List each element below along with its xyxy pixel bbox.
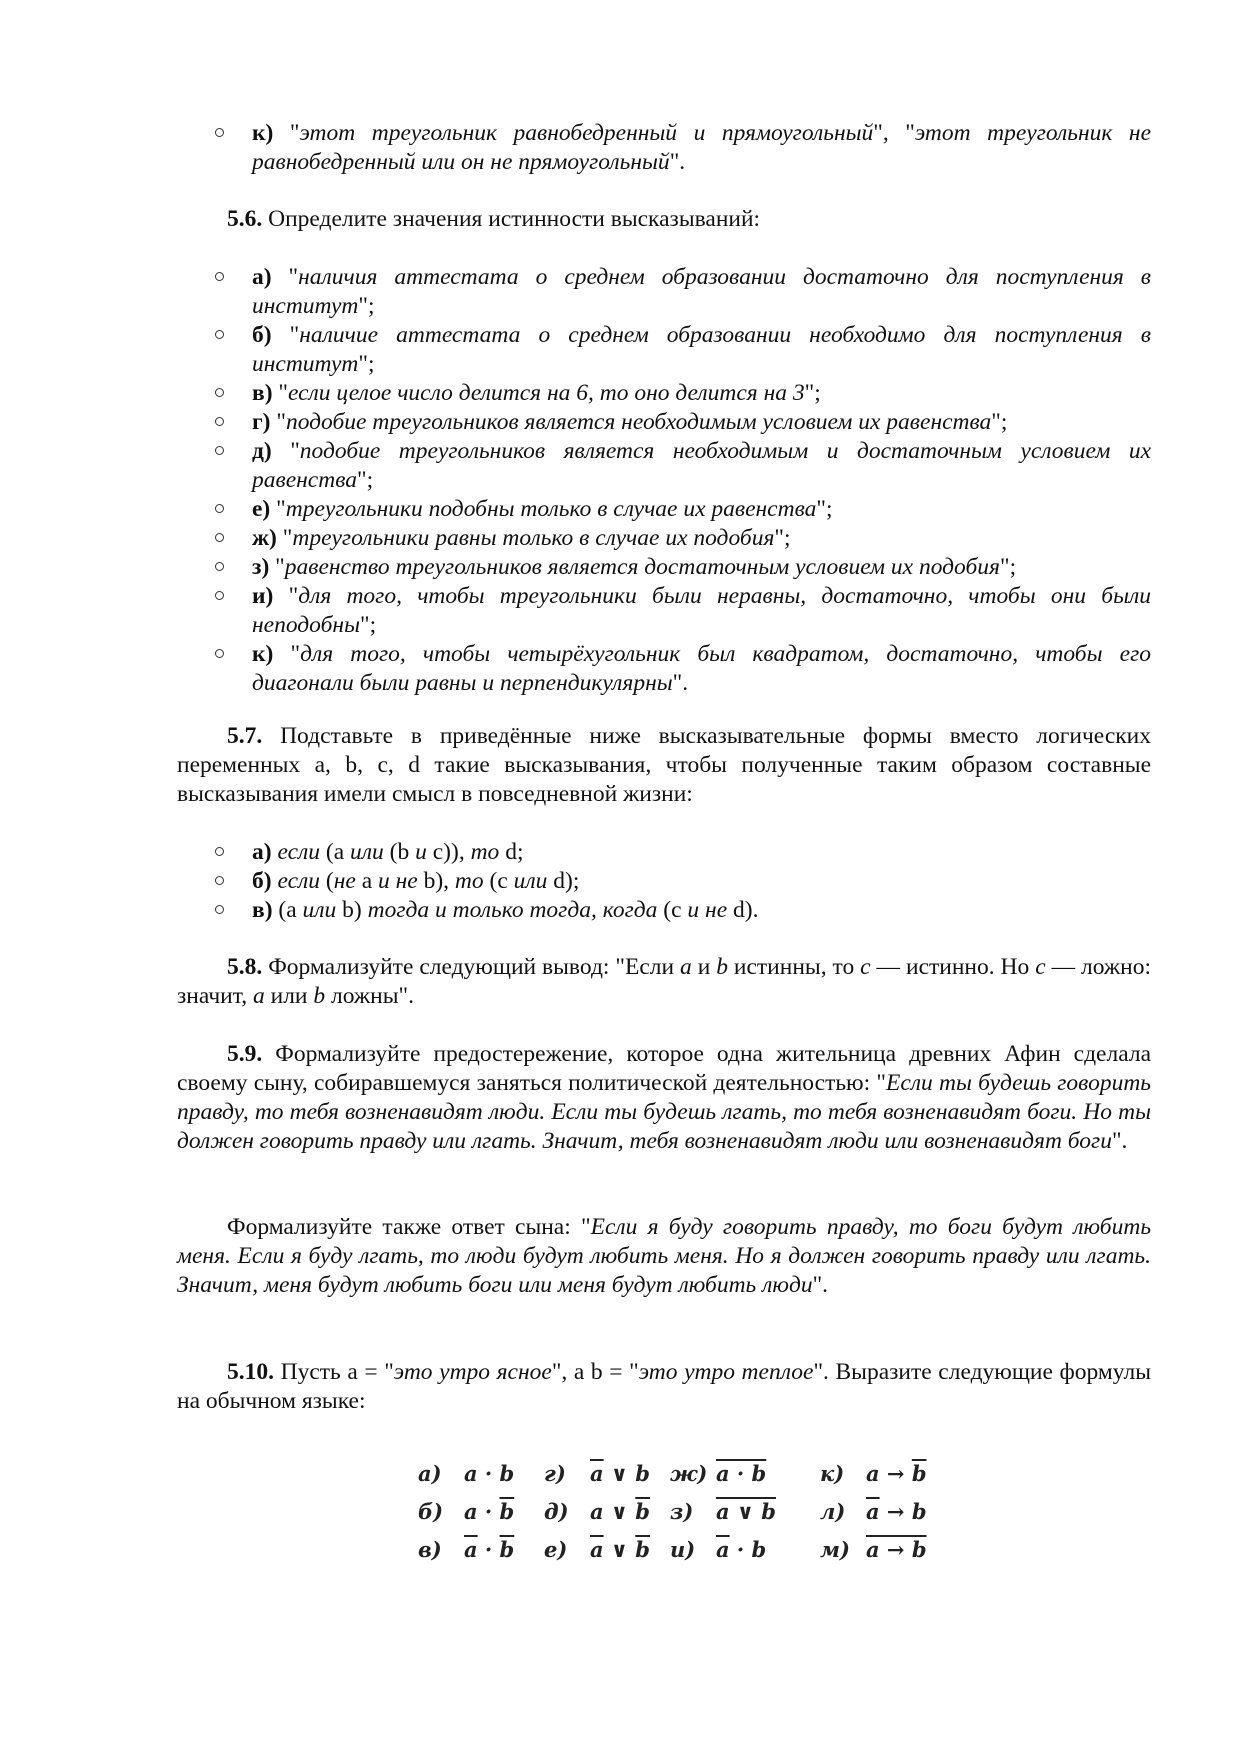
exercise-5-7-intro bbox=[177, 722, 1151, 809]
list-item bbox=[215, 321, 1151, 379]
item-label: и) bbox=[252, 583, 274, 609]
circle-bullet-icon bbox=[215, 388, 224, 397]
formula-expression: $\overline{a} \cdot \overline{b}$ bbox=[464, 1537, 515, 1562]
exercise-5-10-intro bbox=[177, 1358, 1151, 1416]
item-label: ж) bbox=[252, 525, 277, 551]
item-label: е) bbox=[252, 496, 271, 522]
list-item bbox=[215, 553, 1151, 582]
item-text: "подобие треугольников является необходимым условием их равенства"; bbox=[270, 409, 1008, 435]
item-label: а) bbox=[252, 264, 272, 290]
formula-label: л) bbox=[820, 1499, 846, 1524]
exercise-5-6-list bbox=[215, 263, 1151, 698]
circle-bullet-icon bbox=[215, 649, 224, 658]
exercise-5-8 bbox=[177, 953, 1151, 1011]
list-item bbox=[215, 379, 1151, 408]
item-label: б) bbox=[252, 868, 272, 894]
exercise-number: 5.9. bbox=[227, 1041, 263, 1067]
item-text: "этот треугольник равнобедренный и прямоугольный", "этот треугольник не равнобедренный или он не прямоугольный". bbox=[252, 120, 1152, 175]
formula-row bbox=[414, 1486, 966, 1524]
list-item bbox=[215, 838, 1151, 867]
formula-expression: a ∨ $\overline{b}$ bbox=[590, 1499, 650, 1524]
item-label: в) bbox=[252, 897, 273, 923]
item-text: "треугольники равны только в случае их подобия"; bbox=[276, 525, 791, 551]
circle-bullet-icon bbox=[215, 562, 224, 571]
item-label: в) bbox=[252, 380, 273, 406]
item-label: д) bbox=[252, 438, 272, 464]
item-text: (a или b) тогда и только тогда, когда (c и не d). bbox=[272, 897, 759, 923]
list-item bbox=[215, 867, 1151, 896]
list-item bbox=[215, 408, 1151, 437]
list-item bbox=[215, 437, 1151, 495]
circle-bullet-icon bbox=[215, 272, 224, 281]
formula-expression: $a \cdot \overline{b}$ bbox=[464, 1499, 515, 1524]
formula-table bbox=[414, 1448, 966, 1562]
list-item bbox=[215, 119, 1151, 177]
exercise-number: 5.8. bbox=[227, 954, 263, 980]
item-text: "подобие треугольников является необходимым и достаточным условием их равенства"; bbox=[252, 438, 1151, 493]
exercise-text: Формализуйте также ответ сына: "Если я буду говорить правду, то боги будут любить меня. Если я буду лгать, то люди будут любить меня. Но я должен говорить правду или лгать. Значит, меня будут любить боги или меня будут любить люди". bbox=[177, 1214, 1152, 1298]
exercise-text: Пусть a = "это утро ясное", a b = "это утро теплое". Выразите следующие формулы на обычном языке: bbox=[177, 1359, 1151, 1414]
formula-expression: $\overline{a}$ ∨ $\overline{b}$ bbox=[590, 1537, 650, 1562]
item-text: "треугольники подобны только в случае их равенства"; bbox=[270, 496, 833, 522]
exercise-number: 5.6. bbox=[227, 206, 263, 232]
exercise-text: Подставьте в приведённые ниже высказывательные формы вместо логических переменных a, b, c, d такие высказывания, чтобы полученные таким образом составные высказывания имели смысл в повседневной жизни: bbox=[177, 723, 1151, 807]
circle-bullet-icon bbox=[215, 591, 224, 600]
formula-expression: a · b bbox=[464, 1461, 515, 1486]
list-item bbox=[215, 263, 1151, 321]
item-label: а) bbox=[252, 839, 272, 865]
exercise-5-9 bbox=[177, 1040, 1151, 1156]
circle-bullet-icon bbox=[215, 876, 224, 885]
item-text: "для того, чтобы четырёхугольник был квадратом, достаточно, чтобы его диагонали были равны и перпендикулярны". bbox=[252, 641, 1151, 696]
circle-bullet-icon bbox=[215, 446, 224, 455]
formula-label: д) bbox=[544, 1499, 569, 1524]
item-label: г) bbox=[252, 409, 271, 435]
formula-expression: $\overline{a} \to b$ bbox=[866, 1499, 927, 1524]
item-label: к) bbox=[252, 120, 274, 146]
formula-expression: a → b bbox=[866, 1537, 927, 1562]
formula-expression: $a \to \overline{b}$ bbox=[866, 1461, 927, 1486]
circle-bullet-icon bbox=[215, 417, 224, 426]
circle-bullet-icon bbox=[215, 128, 224, 137]
list-item bbox=[215, 896, 1151, 925]
exercise-5-7-list bbox=[215, 838, 1151, 925]
formula-row bbox=[414, 1448, 966, 1486]
exercise-number: 5.7. bbox=[227, 723, 263, 749]
circle-bullet-icon bbox=[215, 847, 224, 856]
circle-bullet-icon bbox=[215, 504, 224, 513]
item-text: если (не a и не b), то (c или d); bbox=[277, 868, 580, 894]
formula-expression: a ∨ b bbox=[716, 1499, 776, 1524]
circle-bullet-icon bbox=[215, 533, 224, 542]
formula-label: ж) bbox=[670, 1461, 708, 1486]
item-text: "если целое число делится на 6, то оно делится на 3"; bbox=[272, 380, 821, 406]
item-text: "наличие аттестата о среднем образовании необходимо для поступления в институт"; bbox=[252, 322, 1151, 377]
formula-expression: $\overline{a}$ ∨ b bbox=[590, 1461, 650, 1486]
item-text: "равенство треугольников является достаточным условием их подобия"; bbox=[269, 554, 1017, 580]
item-label: з) bbox=[252, 554, 270, 580]
circle-bullet-icon bbox=[215, 905, 224, 914]
item-label: б) bbox=[252, 322, 272, 348]
formula-label: в) bbox=[418, 1537, 442, 1562]
item-text: если (a или (b и c)), то d; bbox=[277, 839, 524, 865]
formula-label: е) bbox=[544, 1537, 568, 1562]
list-item bbox=[215, 495, 1151, 524]
formula-label: з) bbox=[670, 1499, 694, 1524]
list-item bbox=[215, 582, 1151, 640]
formula-label: м) bbox=[820, 1537, 850, 1562]
list-item bbox=[215, 524, 1151, 553]
formula-expression: $\overline{a} \cdot b$ bbox=[716, 1537, 767, 1562]
item-text: "наличия аттестата о среднем образовании достаточно для поступления в институт"; bbox=[252, 264, 1152, 319]
formula-row bbox=[414, 1524, 966, 1562]
exercise-5-9-answer bbox=[177, 1213, 1151, 1300]
exercise-text: Формализуйте предостережение, которое одна жительница древних Афин сделала своему сыну, собиравшемуся заняться политической деятельностью: "Если ты будешь говорить правду, то тебя возненавидят люди. Если ты будешь лгать, то тебя возненавидят боги. Но ты должен говорить правду или лгать. Значит, тебя возненавидят люди или возненавидят боги". bbox=[177, 1041, 1152, 1154]
circle-bullet-icon bbox=[215, 330, 224, 339]
formula-label: а) bbox=[418, 1461, 442, 1486]
exercise-number: 5.10. bbox=[227, 1359, 274, 1385]
formula-label: б) bbox=[418, 1499, 444, 1524]
list-item bbox=[215, 640, 1151, 698]
item-text: "для того, чтобы треугольники были неравны, достаточно, чтобы они были неподобны"; bbox=[252, 583, 1151, 638]
formula-label: и) bbox=[670, 1537, 696, 1562]
exercise-5-6-intro bbox=[177, 205, 1151, 234]
formula-expression: a · b bbox=[716, 1461, 767, 1486]
exercise-text: Формализуйте следующий вывод: "Если a и b истинны, то c — истинно. Но c — ложно: значит, a или b ложны". bbox=[177, 954, 1152, 1009]
formula-label: г) bbox=[544, 1461, 566, 1486]
exercise-text: Определите значения истинности высказываний: bbox=[268, 206, 761, 232]
exercise-5-5-list bbox=[215, 119, 1151, 177]
formula-label: к) bbox=[820, 1461, 845, 1486]
item-label: к) bbox=[252, 641, 274, 667]
